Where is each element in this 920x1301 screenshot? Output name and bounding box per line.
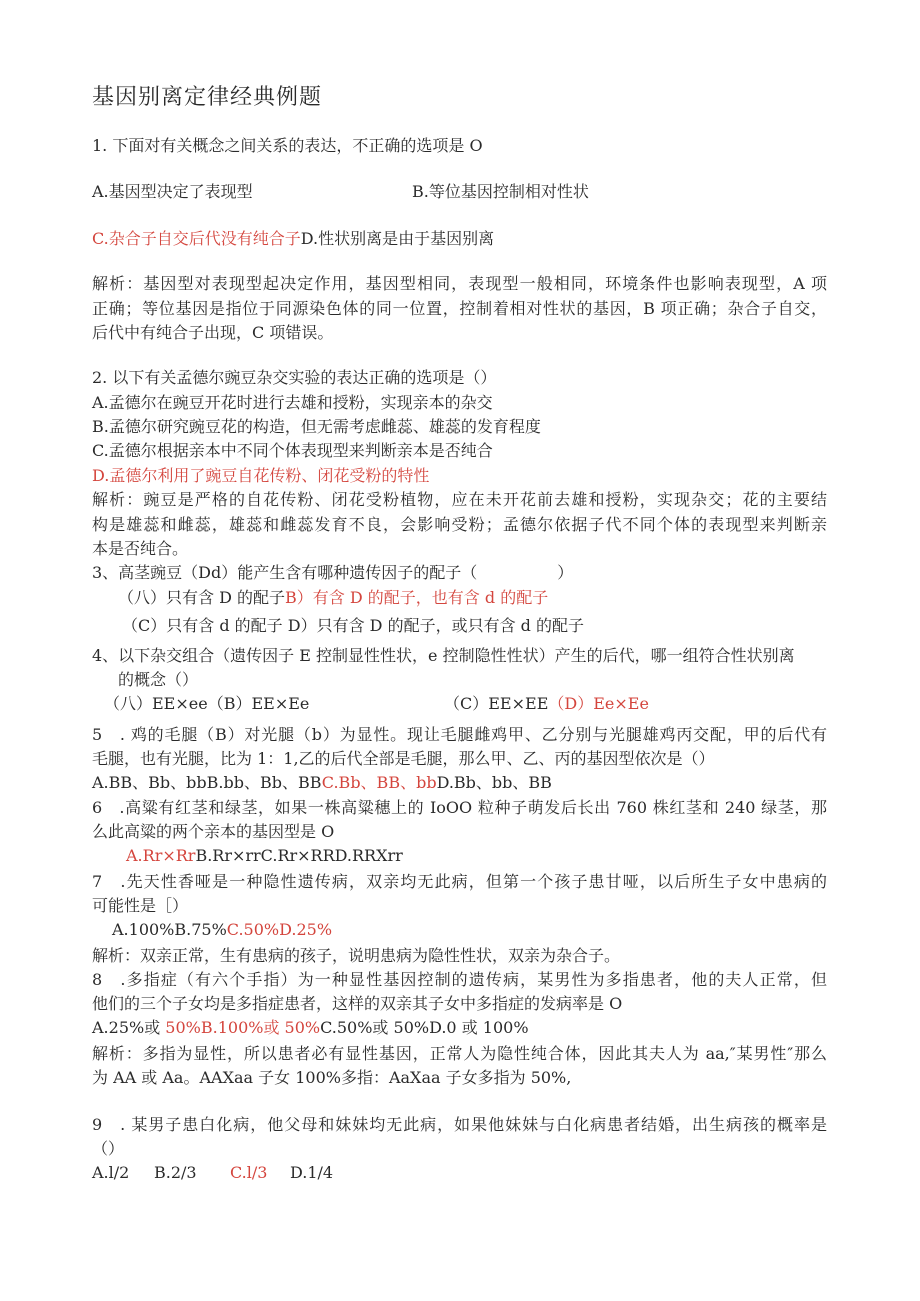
q3-option-b: B）有含 D 的配子，也有含 d 的配子 bbox=[285, 588, 549, 607]
q2-explanation-line: 构是雄蕊和雌蕊，雄蕊和雌蕊发育不良，会影响受粉；孟德尔依据子代不同个体的表现型来判断亲 bbox=[92, 515, 827, 534]
q4-stem-cont: 的概念（） bbox=[118, 670, 199, 689]
q7-stem: 7 .先天性香哑是一种隐性遗传病，双亲均无此病，但第一个孩子患甘哑，以后所生子女中患病的 bbox=[92, 872, 827, 891]
q2-option-b: B.孟德尔研究豌豆花的构造，但无需考虑雌蕊、雄蕊的发育程度 bbox=[92, 417, 541, 436]
q4-option-d: （D）Ee×Ee bbox=[548, 694, 649, 713]
q2-explanation-line: 本是否纯合。 bbox=[92, 539, 189, 558]
q5-option-d: D.Bb、bb、BB bbox=[436, 773, 552, 792]
page-title: 基因别离定律经典例题 bbox=[92, 85, 323, 110]
q7-stem-cont: 可能性是［） bbox=[92, 896, 189, 915]
q6-option-a: A.Rr×Rr bbox=[126, 846, 196, 865]
q6-stem: 6 .高粱有红茎和绿茎，如果一株高粱穗上的 IoOO 粒种子萌发后长出 760 株红茎和 240 绿茎，那 bbox=[92, 798, 827, 817]
q1-explanation-line: 后代中有纯合子出现，C 项错误。 bbox=[92, 323, 334, 342]
q5-stem-cont: 毛腿，也有光腿，比为 1：1,乙的后代全部是毛腿，那么甲、乙、丙的基因型依次是（） bbox=[92, 749, 715, 768]
q8-explanation-line: 为 AA 或 Aa。AAXaa 子女 100%多指：AaXaa 子女多指为 50%, bbox=[92, 1068, 572, 1087]
q1-option-c: C.杂合子自交后代没有纯合子 bbox=[92, 229, 301, 248]
q8-explanation-line: 解析：多指为显性，所以患者必有显性基因，正常人为隐性纯合体，因此其夫人为 aa,″某男性″那么 bbox=[92, 1044, 827, 1063]
q2-option-a: A.孟德尔在豌豆开花时进行去雄和授粉，实现亲本的杂交 bbox=[92, 393, 493, 412]
q9-option-b: B.2/3 bbox=[154, 1163, 197, 1182]
q1-explanation-line: 解析：基因型对表现型起决定作用，基因型相同，表现型一般相同，环境条件也影响表现型，A 项 bbox=[92, 274, 827, 293]
q1-option-b: B.等位基因控制相对性状 bbox=[412, 182, 589, 201]
q3-option-a: （八）只有含 D 的配子 bbox=[118, 588, 286, 607]
q4-stem: 4、以下杂交组合（遗传因子 E 控制显性性状，e 控制隐性性状）产生的后代，哪一组符合性状别离 bbox=[92, 646, 795, 665]
q8-stem-cont: 他们的三个子女均是多指症患者，这样的双亲其子女中多指症的发病率是 O bbox=[92, 994, 623, 1013]
q2-explanation-line: 解析：豌豆是严格的自花传粉、闭花受粉植物，应在未开花前去雄和授粉，实现杂交；花的主要结 bbox=[92, 490, 827, 509]
q9-stem: 9 . 某男子患白化病，他父母和妹妹均无此病，如果他妹妹与白化病患者结婚，出生病孩的概率是 bbox=[92, 1115, 827, 1134]
q1-stem: 1. 下面对有关概念之间关系的表达，不正确的选项是 O bbox=[92, 136, 483, 155]
q9-option-c: C.l/3 bbox=[230, 1163, 268, 1182]
q1-explanation-line: 正确；等位基因是指位于同源染色体的同一位置，控制着相对性状的基因，B 项正确；杂合子自交， bbox=[92, 299, 827, 318]
q9-stem-cont: （） bbox=[92, 1139, 125, 1158]
q8-stem: 8 .多指症（有六个手指）为一种显性基因控制的遗传病，某男性为多指患者，他的夫人正常，但 bbox=[92, 970, 827, 989]
q3-options-cd: （C）只有含 d 的配子 D）只有含 D 的配子，或只有含 d 的配子 bbox=[122, 616, 584, 635]
q6-stem-cont: 么此高粱的两个亲本的基因型是 O bbox=[92, 822, 335, 841]
q2-option-d: D.孟德尔利用了豌豆自花传粉、闭花受粉的特性 bbox=[92, 466, 430, 485]
q7-options-ab: A.100%B.75% bbox=[112, 920, 227, 939]
q7-options-cd: C.50%D.25% bbox=[226, 920, 333, 939]
q4-option-c: （C）EE×EE bbox=[444, 694, 549, 713]
q5-options-ab: A.BB、Bb、bbB.bb、Bb、BB bbox=[92, 773, 322, 792]
q8-options-rest: C.50%或 50%D.0 或 100% bbox=[320, 1018, 529, 1037]
q5-option-c: C.Bb、BB、bb bbox=[321, 773, 437, 792]
q2-option-c: C.孟德尔根据亲本中不同个体表现型来判断亲本是否纯合 bbox=[92, 441, 493, 460]
q5-stem: 5 . 鸡的毛腿（B）对光腿（b）为显性。现让毛腿雌鸡甲、乙分别与光腿雄鸡丙交配，甲的后代有 bbox=[92, 725, 827, 744]
q9-option-d: D.1/4 bbox=[290, 1163, 334, 1182]
q6-options-bcd: B.Rr×rrC.Rr×RRD.RRXrr bbox=[195, 846, 403, 865]
q1-option-a: A.基因型决定了表现型 bbox=[92, 182, 253, 201]
q1-option-d: D.性状别离是由于基因别离 bbox=[300, 229, 495, 248]
q8-options-answer: 50%B.100%或 50% bbox=[165, 1018, 321, 1037]
q3-stem: 3、高茎豌豆（Dd）能产生含有哪种遗传因子的配子（ ） bbox=[92, 563, 574, 582]
q2-stem: 2. 以下有关孟德尔豌豆杂交实验的表达正确的选项是（） bbox=[92, 368, 497, 387]
q8-option-a: A.25%或 bbox=[92, 1018, 166, 1037]
q4-options-ab: （八）EE×ee（B）EE×Ee bbox=[104, 694, 310, 713]
q7-explanation: 解析：双亲正常，生有患病的孩子，说明患病为隐性性状，双亲为杂合子。 bbox=[92, 946, 621, 965]
q9-option-a: A.l/2 bbox=[92, 1163, 130, 1182]
